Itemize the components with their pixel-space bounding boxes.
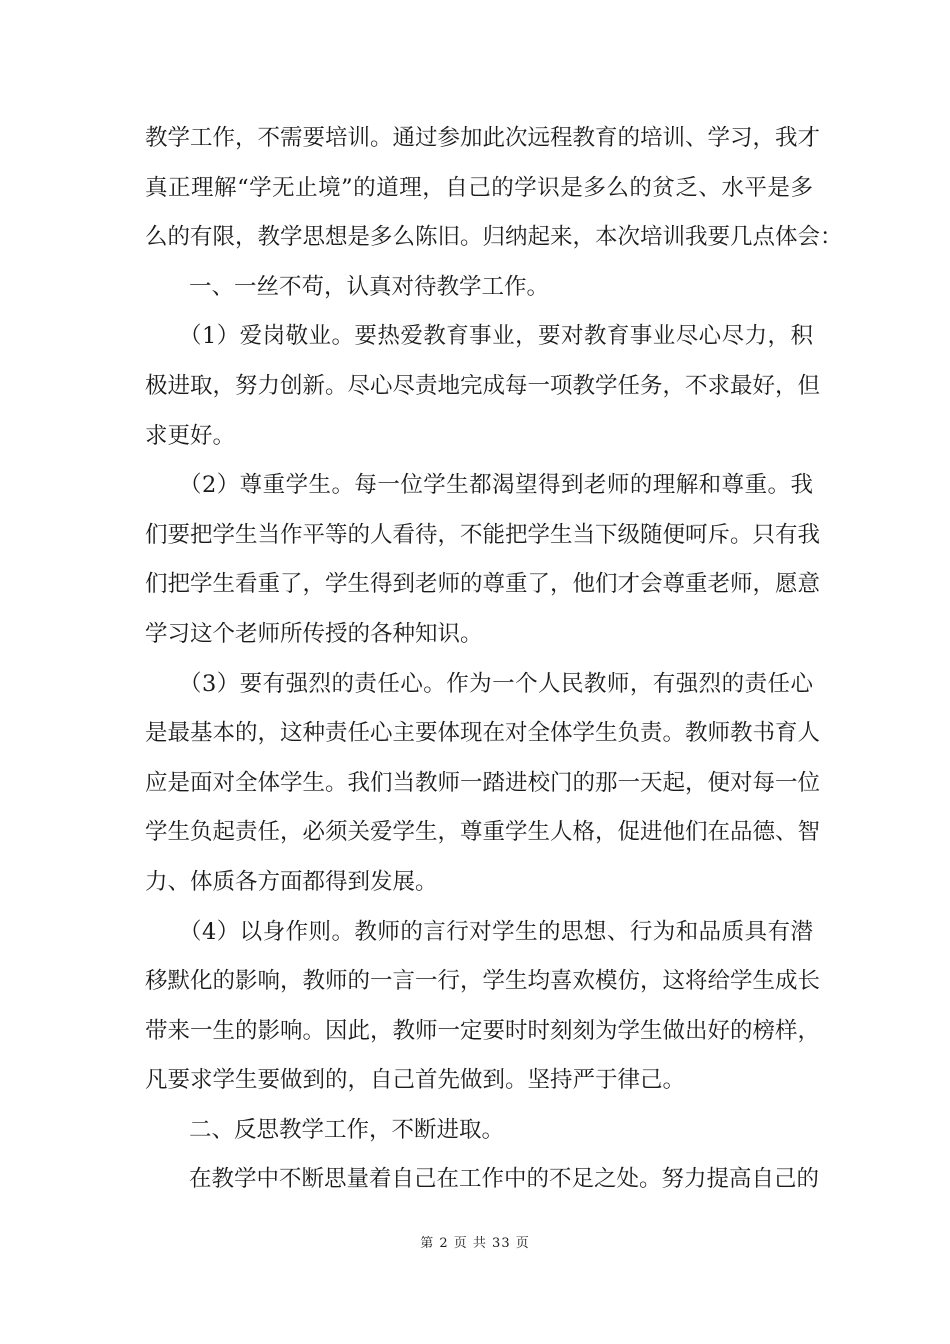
text-line: 学习这个老师所传授的各种知识。 (145, 620, 483, 647)
text-line: 是最基本的，这种责任心主要体现在对全体学生负责。教师教书育人 (145, 720, 821, 747)
text-line: （2）尊重学生。每一位学生都渴望得到老师的理解和尊重。我 (179, 472, 813, 499)
text-line: 真正理解“学无止境”的道理，自己的学识是多么的贫乏、水平是多 (145, 174, 813, 201)
text-line: （1）爱岗敬业。要热爱教育事业，要对教育事业尽心尽力，积 (179, 323, 813, 350)
text-line: 们要把学生当作平等的人看待，不能把学生当下级随便呵斥。只有我 (145, 521, 821, 548)
text-line: 么的有限，教学思想是多么陈旧。归纳起来，本次培训我要几点体会： (145, 224, 843, 251)
text-line: 力、体质各方面都得到发展。 (145, 868, 438, 895)
text-line: 应是面对全体学生。我们当教师一踏进校门的那一天起，便对每一位 (145, 769, 821, 796)
text-line: （3）要有强烈的责任心。作为一个人民教师，有强烈的责任心 (179, 670, 813, 697)
text-line: 带来一生的影响。因此，教师一定要时时刻刻为学生做出好的榜样， (145, 1017, 821, 1044)
text-line: 极进取，努力创新。尽心尽责地完成每一项教学任务，不求最好，但 (145, 372, 821, 399)
text-line: （4）以身作则。教师的言行对学生的思想、行为和品质具有潜 (179, 918, 813, 945)
section-heading-1: 一、一丝不苟，认真对待教学工作。 (189, 273, 550, 300)
text-line: 求更好。 (145, 422, 236, 449)
document-body (145, 114, 843, 1205)
text-line: 在教学中不断思量着自己在工作中的不足之处。努力提高自己的 (189, 1166, 820, 1193)
text-line: 学生负起责任，必须关爱学生，尊重学生人格，促进他们在品德、智 (145, 819, 821, 846)
section-heading-2: 二、反思教学工作，不断进取。 (189, 1116, 505, 1143)
text-line: 们把学生看重了，学生得到老师的尊重了，他们才会尊重老师，愿意 (145, 571, 821, 598)
text-line: 移默化的影响，教师的一言一行，学生均喜欢模仿，这将给学生成长 (145, 968, 821, 995)
page-number-footer: 第 2 页 共 33 页 (420, 1236, 530, 1251)
text-line: 凡要求学生要做到的，自己首先做到。坚持严于律己。 (145, 1067, 686, 1094)
text-line: 教学工作，不需要培训。通过参加此次远程教育的培训、学习，我才 (145, 125, 821, 151)
